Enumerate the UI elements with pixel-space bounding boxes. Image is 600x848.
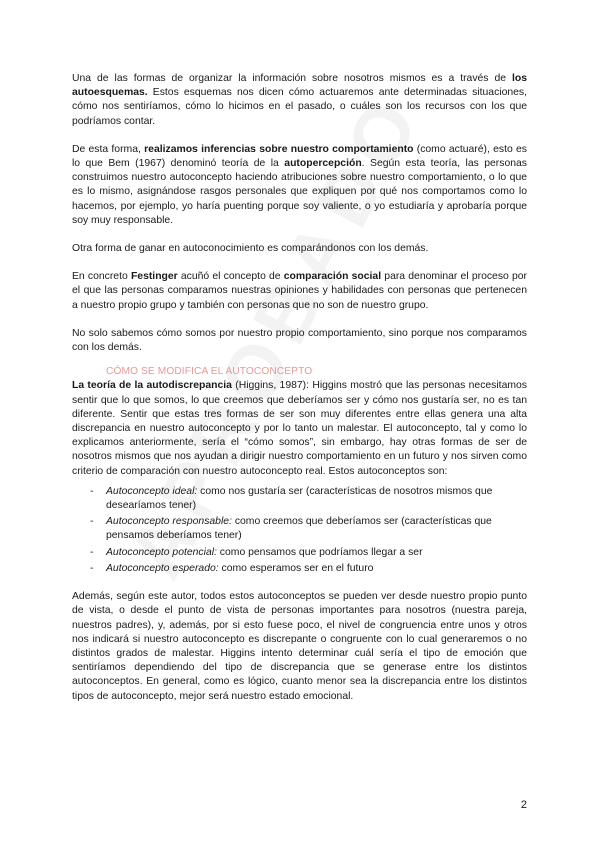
paragraph-higgins-conclusion: Además, según este autor, todos estos autoconceptos se pueden ver desde nuestro propio punto de vista, o desde el punto de vista de personas importantes para nosotros (nuestra pareja, nuestros padres), y, además, por si esto fuese poco, el nivel de congruencia entre unos y otros nos indicará si nuestro autoconcepto es discrepante o congruente con lo cual generaremos o no distintos grados de malestar. Higgins intento determinar cuál sería el tipo de emoción que sentiríamos dependiendo del tipo de discrepancia que se generase entre los distintos autoconceptos. En general, como es lógico, cuanto menor sea la discrepancia entre los distintos tipos de autoconcepto, mejor será nuestro estado emocional.	[72, 591, 527, 702]
paragraph-festinger: En concreto Festinger acuñó el concepto de comparación social para denominar el proceso por el que las personas comparamos nuestras opiniones y habilidades con personas que pertenecen a nuestro propio grupo y también con personas que no son de nuestro grupo.	[72, 271, 527, 311]
section-heading: CÓMO SE MODIFICA EL AUTOCONCEPTO	[106, 366, 313, 378]
list-item: - Autoconcepto potencial: como pensamos que podríamos llegar a ser	[90, 546, 423, 558]
paragraph-autopercepcion: De esta forma, realizamos inferencias sobre nuestro comportamiento (como actuaré), esto es lo que Bem (1967) denominó teoría de la autopercepción. Según esta teoría, las personas construimos nuestro autoconcepto haciendo atribuciones sobre nuestro comportamiento, o lo que es lo mismo, asignándose rasgos personales que expliquen por qué nos comportamos como lo hacemos, por ejemplo, yo haría puenting porque soy valiente, o yo estudiaría y aprobaría porque soy muy responsable.	[72, 143, 527, 226]
document-body	[72, 72, 527, 718]
paragraph-autoesquemas: Una de las formas de organizar la información sobre nosotros mismos es a través de los autoesquemas. Estos esquemas nos dicen cómo actuaremos ante determinadas situaciones, cómo nos sentiríamos, cómo lo hicimos en el pasado, o cuáles son los recursos con los que podríamos contar.	[72, 73, 527, 127]
list-item: - Autoconcepto esperado: como esperamos ser en el futuro	[90, 562, 374, 574]
list-item: - Autoconcepto responsable: como creemos que deberíamos ser (características que pensamos deberíamos tener)	[90, 516, 492, 542]
paragraph-comparacion: No solo sabemos cómo somos por nuestro propio comportamiento, sino porque nos comparamos con los demás.	[72, 327, 527, 354]
autoconcepto-list	[72, 485, 527, 576]
page-number: 2	[520, 799, 527, 811]
list-item: - Autoconcepto ideal: como nos gustaría ser (características de nosotros mismos que desearíamos tener)	[90, 485, 493, 512]
paragraph-autoconocimiento: Otra forma de ganar en autoconocimiento es comparándonos con los demás.	[72, 243, 429, 255]
paragraph-autodiscrepancia: La teoría de la autodiscrepancia (Higgins, 1987): Higgins mostró que las personas necesitamos sentir que lo que somos, lo que creemos que deberíamos ser y cómo nos gustaría ser, no es tan diferente. Sentir que estas tres formas de ser son muy diferentes entre ellas genera una alta discrepancia en nuestro autoconcepto y por lo tanto un malestar. El autoconcepto, tal y como lo explicamos anteriormente, sería el “cómo somos”, sin embargo, hay otras formas de ser de nosotros mismos que nos ayudan a dirigir nuestro comportamiento en un futuro y nos sirven como criterio de comparación con nuestro autoconcepto real. Estos autoconceptos son:	[72, 380, 527, 477]
